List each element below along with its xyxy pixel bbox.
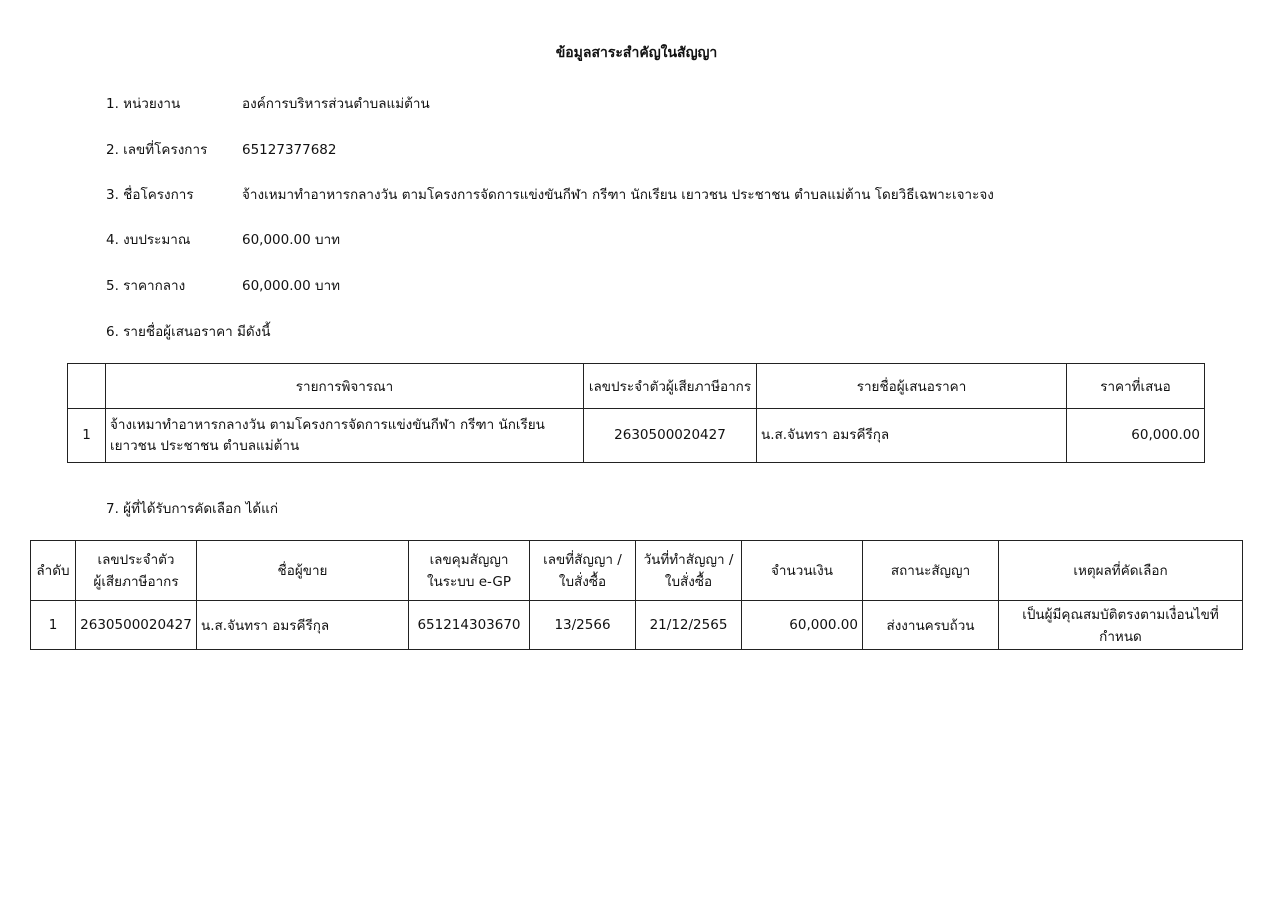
- field-project-name: [106, 184, 994, 206]
- header-cell-no: ลำดับ: [31, 541, 76, 601]
- header-line: เลขประจำตัว: [97, 551, 175, 568]
- winners-table: [30, 540, 1243, 650]
- header-line: วันที่ทำสัญญา /: [643, 551, 734, 568]
- cell-egp: 651214303670: [409, 601, 530, 650]
- header-line: ในระบบ e-GP: [426, 573, 512, 590]
- field-agency: [106, 93, 430, 115]
- header-cell-tax-id: [76, 541, 197, 601]
- header-cell-amount: จำนวนเงิน: [742, 541, 863, 601]
- header-cell-date: [636, 541, 742, 601]
- cell-status: ส่งงานครบถ้วน: [863, 601, 999, 650]
- field-budget: [106, 229, 340, 251]
- cell-date: 21/12/2565: [636, 601, 742, 650]
- header-line: เลขคุมสัญญา: [429, 551, 509, 568]
- field-label: 2. เลขที่โครงการ: [106, 142, 208, 158]
- table-row: [68, 409, 1205, 463]
- header-cell-bidder: รายชื่อผู้เสนอราคา: [757, 364, 1067, 409]
- field-value: 60,000.00 บาท: [242, 278, 341, 294]
- field-value: องค์การบริหารส่วนตำบลแม่ต้าน: [242, 96, 430, 112]
- document-title: ข้อมูลสาระสำคัญในสัญญา: [555, 45, 718, 61]
- offers-heading: 6. รายชื่อผู้เสนอราคา มีดังนี้: [106, 324, 271, 340]
- field-label: 1. หน่วยงาน: [106, 96, 181, 112]
- header-cell-reason: เหตุผลที่คัดเลือก: [999, 541, 1243, 601]
- cell-bidder: น.ส.จันทรา อมรคีรีกุล: [757, 409, 1067, 463]
- header-line: ผู้เสียภาษีอากร: [93, 573, 179, 590]
- field-value: 60,000.00 บาท: [242, 232, 341, 248]
- header-cell-egp: [409, 541, 530, 601]
- bidders-table: [67, 363, 1205, 463]
- cell-no: 1: [31, 601, 76, 650]
- table-header-row: [68, 364, 1205, 409]
- header-cell-item: รายการพิจารณา: [106, 364, 584, 409]
- table-row: [31, 601, 1243, 650]
- header-cell-price: ราคาที่เสนอ: [1067, 364, 1205, 409]
- field-project-number: [106, 139, 336, 161]
- header-cell-status: สถานะสัญญา: [863, 541, 999, 601]
- header-line: ใบสั่งซื้อ: [558, 573, 607, 590]
- header-cell-contract-no: [530, 541, 636, 601]
- cell-tax-id: 2630500020427: [76, 601, 197, 650]
- header-line: เลขที่สัญญา /: [543, 551, 622, 568]
- field-value: จ้างเหมาทำอาหารกลางวัน ตามโครงการจัดการแข่งขันกีฬา กรีฑา นักเรียน เยาวชน ประชาชน ตำบลแม่ต้าน โดยวิธีเฉพาะเจาะจง: [242, 187, 994, 203]
- field-label: 5. ราคากลาง: [106, 278, 186, 294]
- header-cell-seller: ชื่อผู้ขาย: [197, 541, 409, 601]
- field-label: 4. งบประมาณ: [106, 232, 191, 248]
- cell-no: 1: [68, 409, 106, 463]
- field-label: 3. ชื่อโครงการ: [106, 187, 194, 203]
- field-value: 65127377682: [242, 142, 337, 158]
- cell-price: 60,000.00: [1067, 409, 1205, 463]
- cell-tax-id: 2630500020427: [584, 409, 757, 463]
- header-cell-no: [68, 364, 106, 409]
- header-line: ใบสั่งซื้อ: [664, 573, 713, 590]
- header-cell-tax-id: เลขประจำตัวผู้เสียภาษีอากร: [584, 364, 757, 409]
- cell-item: จ้างเหมาทำอาหารกลางวัน ตามโครงการจัดการแข่งขันกีฬา กรีฑา นักเรียน เยาวชน ประชาชน ตำบลแม่ต้าน: [106, 409, 584, 463]
- field-median-price: [106, 275, 340, 297]
- cell-reason: เป็นผู้มีคุณสมบัติตรงตามเงื่อนไขที่กำหนด: [999, 601, 1243, 650]
- cell-contract-no: 13/2566: [530, 601, 636, 650]
- winners-heading: 7. ผู้ที่ได้รับการคัดเลือก ได้แก่: [106, 501, 279, 517]
- table-header-row: [31, 541, 1243, 601]
- cell-amount: 60,000.00: [742, 601, 863, 650]
- cell-seller: น.ส.จันทรา อมรคีรีกุล: [197, 601, 409, 650]
